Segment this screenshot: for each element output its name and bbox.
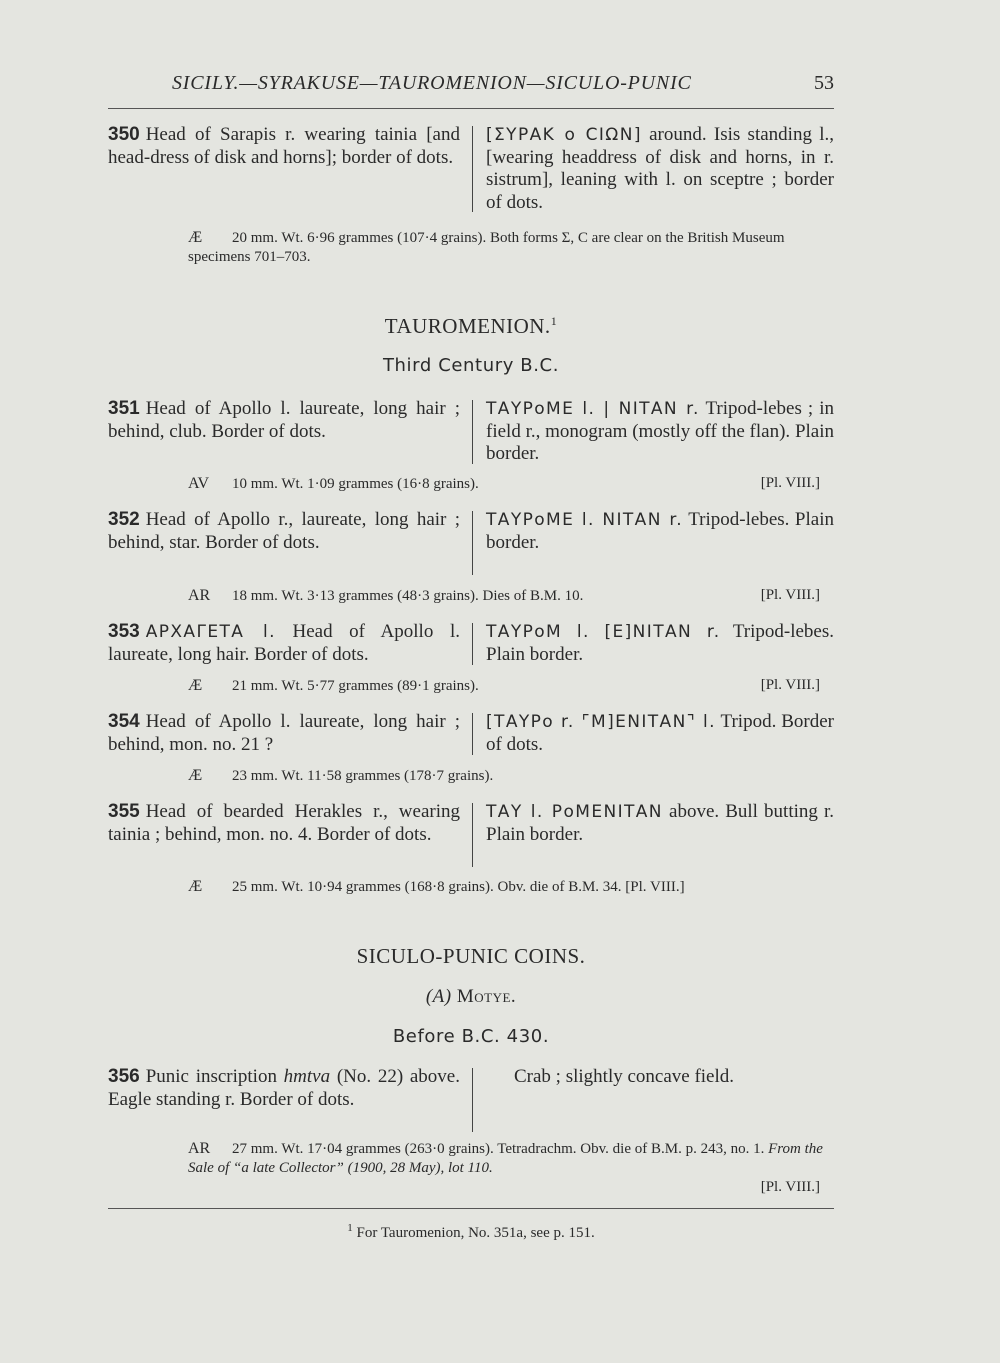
reverse-desc: ΤΑΥΡοΜ l. [Ε]ΝΙΤΑΝ r. Tripod-lebes. Plain border. xyxy=(486,621,834,665)
coin-legend: [ΤΑΥΡο r. ⌜Μ]ΕΝΙΤΑΝ⌝ l. xyxy=(486,712,716,732)
footnote: $^1$ For Tauromenion, No. 351a, see p. 151. xyxy=(347,1222,595,1241)
entry-number: 354 xyxy=(108,711,140,732)
metal-symbol: Æ xyxy=(188,767,203,784)
obverse-desc: 351 Head of Apollo l. laureate, long hair ; behind, club. Border of dots. xyxy=(108,398,460,442)
section-subtitle: Third Century B.C. xyxy=(382,355,560,376)
obverse-desc: 355 Head of bearded Herakles r., wearing tainia ; behind, mon. no. 4. Border of dots. xyxy=(108,801,460,845)
coin-legend: ΤΑΥ l. ΡοΜΕΝΙΤΑΝ xyxy=(486,802,663,822)
section-title-siculo-punic: SICULO-PUNIC COINS. xyxy=(356,944,586,968)
coin-legend: ΑΡΧΑΓΕΤΑ l. xyxy=(145,622,276,642)
section-title-tauromenion: TAUROMENION.$^1$ xyxy=(384,314,558,338)
column-divider xyxy=(472,713,473,755)
running-title: SICILY.—SYRAKUSE—TAUROMENION—SICULO-PUNIC xyxy=(172,72,692,94)
reverse-desc: [ΤΑΥΡο r. ⌜Μ]ΕΝΙΤΑΝ⌝ l. Tripod. Border of dots. xyxy=(486,711,834,755)
obverse-desc: 356 Punic inscription hmtva (No. 22) above. Eagle standing r. Border of dots. xyxy=(108,1066,460,1110)
plate-ref: [Pl. VIII.] xyxy=(760,587,820,603)
entry-353-meta: Æ 21 mm. Wt. 5·77 grammes (89·1 grains). [Pl. VIII.] xyxy=(188,677,820,694)
column-divider xyxy=(472,511,473,575)
plate-ref: [Pl. VIII.] xyxy=(760,475,820,491)
plate-ref: [Pl. VIII.] xyxy=(760,677,820,693)
obverse-desc: 354 Head of Apollo l. laureate, long hair ; behind, mon. no. 21 ? xyxy=(108,711,460,755)
coin-legend: ΤΑΥΡοΜΕ l. | ΝΙΤΑΝ r. xyxy=(486,399,700,419)
metal-symbol: AR xyxy=(188,1140,211,1157)
column-divider xyxy=(472,400,473,464)
metal-symbol: Æ xyxy=(188,878,203,895)
coin-legend: ΤΑΥΡοΜ l. [Ε]ΝΙΤΑΝ r. xyxy=(486,622,721,642)
entry-number: 351 xyxy=(108,398,140,419)
reverse-desc: ΤΑΥΡοΜΕ l. ΝΙΤΑΝ r. Tripod-lebes. Plain border. xyxy=(486,509,834,553)
obverse-desc: 352 Head of Apollo r., laureate, long hair ; behind, star. Border of dots. xyxy=(108,509,460,553)
entry-352-meta: AR 18 mm. Wt. 3·13 grammes (48·3 grains). Dies of B.M. 10. [Pl. VIII.] xyxy=(188,587,820,604)
obverse-desc: 350 Head of Sarapis r. wearing tainia [and head-dress of disk and horns]; border of dots. xyxy=(108,124,460,168)
header-rule xyxy=(108,108,834,109)
entry-355-meta: Æ 25 mm. Wt. 10·94 grammes (168·8 grains). Obv. die of B.M. 34. [Pl. VIII.] xyxy=(188,878,685,895)
running-head xyxy=(108,72,834,102)
metal-symbol: AR xyxy=(188,587,211,604)
column-divider xyxy=(472,126,473,212)
coin-legend: ΤΑΥΡοΜΕ l. ΝΙΤΑΝ r. xyxy=(486,510,684,530)
reverse-desc: ΤΑΥ l. ΡοΜΕΝΙΤΑΝ above. Bull butting r. Plain border. xyxy=(486,801,834,845)
column-divider xyxy=(472,1068,473,1132)
page-number: 53 xyxy=(814,72,834,94)
entry-number: 355 xyxy=(108,801,140,822)
column-divider xyxy=(472,803,473,867)
column-divider xyxy=(472,623,473,665)
entry-351-meta: AV 10 mm. Wt. 1·09 grammes (16·8 grains). [Pl. VIII.] xyxy=(188,475,820,492)
subsection-date: Before B.C. 430. xyxy=(392,1026,550,1047)
entry-number: 350 xyxy=(108,124,140,145)
entry-number: 353 xyxy=(108,621,140,642)
entry-356-meta: AR 27 mm. Wt. 17·04 grammes (263·0 grains). Tetradrachm. Obv. die of B.M. p. 243, no. 1. From the Sale of “a late Collector” (1900, 28 May), lot 110. [Pl. VIII.] xyxy=(188,1139,834,1197)
footnote-rule xyxy=(108,1208,834,1209)
obverse-desc: 353 ΑΡΧΑΓΕΤΑ l. Head of Apollo l. laureate, long hair. Border of dots. xyxy=(108,621,460,665)
reverse-desc: Crab ; slightly concave field. xyxy=(514,1066,735,1087)
metal-symbol: Æ xyxy=(188,677,203,694)
entry-number: 356 xyxy=(108,1066,140,1087)
entry-354-meta: Æ 23 mm. Wt. 11·58 grammes (178·7 grains). xyxy=(188,767,494,784)
reverse-desc: [ΣΥΡΑΚ ο ϹΙΩΝ] around. Isis standing l., [wearing headdress of disk and horns, in r. sistrum], leaning with l. on sceptre ; border of dots. xyxy=(486,124,834,213)
metal-symbol: AV xyxy=(188,475,210,492)
coin-legend: [ΣΥΡΑΚ ο ϹΙΩΝ] xyxy=(486,125,642,145)
entry-350-meta: Æ 20 mm. Wt. 6·96 grammes (107·4 grains). Both forms Σ, Ϲ are clear on the British Museum specimens 701–703. xyxy=(188,229,785,265)
plate-ref: [Pl. VIII.] xyxy=(760,1179,820,1195)
reverse-desc: ΤΑΥΡοΜΕ l. | ΝΙΤΑΝ r. Tripod-lebes ; in field r., monogram (mostly off the flan). Plain border. xyxy=(486,398,834,464)
subsection-title-motye: (A) Motye. xyxy=(425,986,517,1007)
metal-symbol: Æ xyxy=(188,229,203,246)
entry-number: 352 xyxy=(108,509,140,530)
